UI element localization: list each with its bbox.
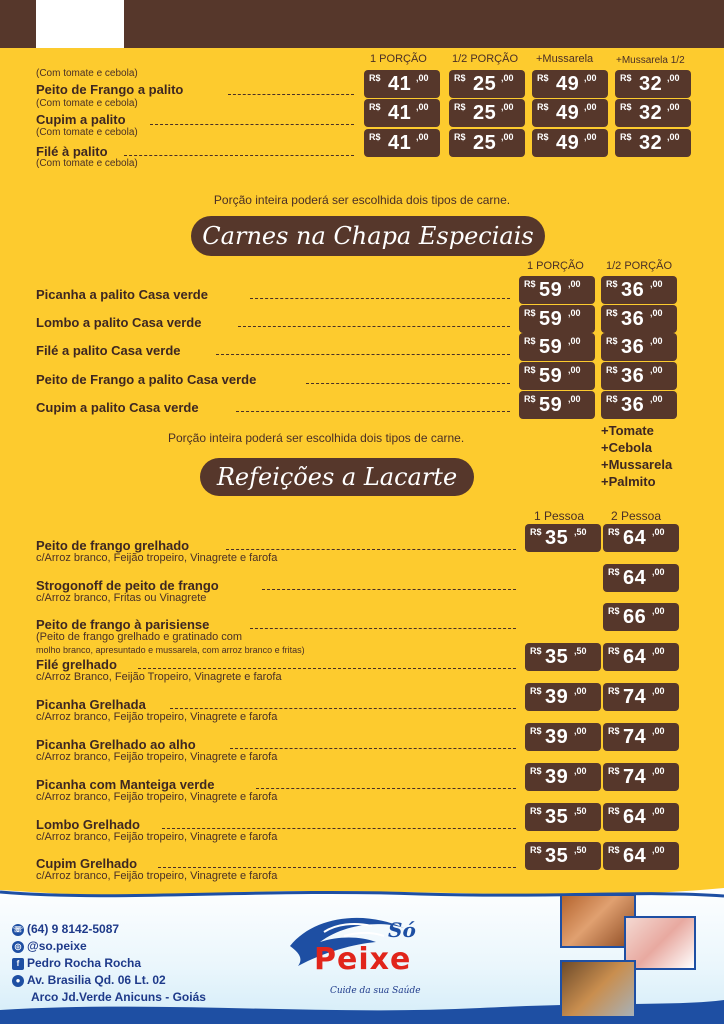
currency-label: R$ (606, 336, 618, 346)
price-badge (519, 362, 595, 390)
price-int: 35 (545, 646, 569, 668)
price-cents: ,00 (652, 845, 665, 855)
price-int: 74 (623, 766, 647, 788)
price-badge (603, 683, 679, 711)
currency-label: R$ (530, 686, 542, 696)
price-int: 59 (539, 308, 563, 330)
price-cents: ,00 (416, 102, 429, 112)
price-cents: ,00 (568, 279, 581, 289)
price-cents: ,00 (652, 686, 665, 696)
item-note: c/Arroz branco, Feijão tropeiro, Vinagrete e farofa (36, 751, 278, 763)
leader-dots (170, 708, 516, 709)
price-int: 35 (545, 806, 569, 828)
price-badge (603, 564, 679, 592)
instagram-handle: @so.peixe (27, 939, 87, 953)
item-name: Peito de Frango a palito Casa verde (36, 372, 257, 387)
col-header-1-pessoa: 1 Pessoa (534, 509, 585, 523)
leader-dots (150, 124, 354, 125)
price-badge (603, 603, 679, 631)
currency-label: R$ (620, 132, 632, 142)
currency-label: R$ (454, 132, 466, 142)
price-cents: ,00 (568, 365, 581, 375)
price-badge (532, 99, 608, 127)
price-cents: ,00 (584, 102, 597, 112)
currency-label: R$ (524, 365, 536, 375)
instagram-icon: ◎ (12, 941, 24, 953)
extras-list (601, 422, 672, 490)
item-name: Lombo a palito Casa verde (36, 315, 202, 330)
price-badge (525, 803, 601, 831)
item-note: (Com tomate e cebola) (36, 158, 138, 169)
price-cents: ,00 (650, 279, 663, 289)
price-int: 25 (473, 102, 497, 124)
item-note: (Com tomate e cebola) (36, 68, 138, 79)
price-int: 25 (473, 73, 497, 95)
currency-label: R$ (608, 726, 620, 736)
item-note: c/Arroz branco, Fritas ou Vinagrete (36, 592, 207, 604)
item-note: c/Arroz branco, Feijão tropeiro, Vinagrete e farofa (36, 831, 278, 843)
facebook-name: Pedro Rocha Rocha (27, 956, 142, 970)
currency-label: R$ (606, 308, 618, 318)
item-note: (Com tomate e cebola) (36, 127, 138, 138)
currency-label: R$ (608, 606, 620, 616)
price-cents: ,00 (501, 73, 514, 83)
price-cents: ,00 (650, 308, 663, 318)
price-cents: ,00 (574, 686, 587, 696)
leader-dots (250, 628, 516, 629)
item-name: Strogonoff de peito de frango (36, 578, 219, 593)
currency-label: R$ (608, 845, 620, 855)
leader-dots (228, 94, 354, 95)
price-cents: ,00 (667, 102, 680, 112)
leader-dots (236, 411, 510, 412)
leader-dots (216, 354, 510, 355)
location-pin-icon: ● (12, 975, 24, 987)
currency-label: R$ (454, 102, 466, 112)
price-int: 49 (556, 102, 580, 124)
section-title-pill: Refeições a Lacarte (200, 458, 474, 496)
price-int: 74 (623, 686, 647, 708)
currency-label: R$ (537, 102, 549, 112)
currency-label: R$ (454, 73, 466, 83)
price-cents: ,50 (574, 845, 587, 855)
price-cents: ,00 (574, 726, 587, 736)
item-name: Filé grelhado (36, 657, 117, 672)
price-int: 36 (621, 394, 645, 416)
leader-dots (162, 828, 516, 829)
price-badge (603, 643, 679, 671)
col-header-mussarela: +Mussarela (536, 53, 594, 65)
price-int: 64 (623, 567, 647, 589)
address-line-2: Arco Jd.Verde Anicuns - Goiás (31, 990, 206, 1004)
leader-dots (158, 867, 516, 868)
item-name: Lombo Grelhado (36, 817, 140, 832)
contact-phone (12, 922, 119, 936)
leader-dots (124, 155, 354, 156)
price-cents: ,00 (416, 73, 429, 83)
price-int: 49 (556, 73, 580, 95)
price-badge (449, 99, 525, 127)
price-cents: ,00 (652, 527, 665, 537)
item-note-continued: molho branco, apresuntado e mussarela, com arroz branco e fritas) (36, 645, 305, 655)
currency-label: R$ (530, 527, 542, 537)
currency-label: R$ (606, 365, 618, 375)
col-header-half-porcao: 1/2 PORÇÃO (452, 53, 519, 65)
price-int: 39 (545, 686, 569, 708)
contact-instagram (12, 939, 87, 953)
price-cents: ,50 (574, 806, 587, 816)
price-cents: ,00 (652, 646, 665, 656)
price-cents: ,00 (568, 394, 581, 404)
currency-label: R$ (524, 336, 536, 346)
contact-facebook (12, 956, 141, 970)
price-int: 41 (388, 73, 412, 95)
item-note: c/Arroz Branco, Feijão Tropeiro, Vinagrete e farofa (36, 671, 282, 683)
price-cents: ,00 (652, 806, 665, 816)
price-badge (532, 70, 608, 98)
currency-label: R$ (608, 567, 620, 577)
leader-dots (262, 589, 516, 590)
price-badge (525, 643, 601, 671)
price-int: 32 (639, 132, 663, 154)
item-note: c/Arroz branco, Feijão tropeiro, Vinagrete e farofa (36, 711, 278, 723)
price-int: 36 (621, 279, 645, 301)
price-cents: ,00 (568, 336, 581, 346)
price-badge (603, 803, 679, 831)
currency-label: R$ (606, 394, 618, 404)
extra-item: +Palmito (601, 474, 656, 489)
price-int: 41 (388, 132, 412, 154)
phone-number: (64) 9 8142-5087 (27, 922, 120, 936)
currency-label: R$ (524, 308, 536, 318)
currency-label: R$ (524, 394, 536, 404)
price-badge (615, 70, 691, 98)
footer (0, 882, 724, 1024)
currency-label: R$ (530, 646, 542, 656)
price-badge (519, 391, 595, 419)
price-badge (601, 362, 677, 390)
currency-label: R$ (620, 102, 632, 112)
extra-item: +Tomate (601, 423, 654, 438)
price-badge (601, 333, 677, 361)
price-int: 59 (539, 394, 563, 416)
price-cents: ,50 (574, 646, 587, 656)
currency-label: R$ (606, 279, 618, 289)
item-name: Picanha Grelhada (36, 697, 146, 712)
currency-label: R$ (620, 73, 632, 83)
price-int: 59 (539, 279, 563, 301)
currency-label: R$ (530, 766, 542, 776)
price-int: 39 (545, 726, 569, 748)
price-badge (519, 305, 595, 333)
address-line-1: Av. Brasilia Qd. 06 Lt. 02 (27, 973, 166, 987)
item-name: Cupim a palito Casa verde (36, 400, 199, 415)
currency-label: R$ (369, 102, 381, 112)
logo-slogan: Cuide da sua Saúde (330, 986, 421, 996)
col-header-1-porcao: 1 PORÇÃO (527, 260, 584, 272)
col-header-2-pessoa: 2 Pessoa (611, 509, 662, 523)
currency-label: R$ (537, 73, 549, 83)
currency-label: R$ (530, 806, 542, 816)
price-badge (532, 129, 608, 157)
price-cents: ,00 (501, 132, 514, 142)
price-int: 64 (623, 646, 647, 668)
price-badge (364, 129, 440, 157)
leader-dots (306, 383, 510, 384)
contact-address (12, 973, 166, 987)
currency-label: R$ (608, 527, 620, 537)
price-badge (525, 763, 601, 791)
price-int: 66 (623, 606, 647, 628)
price-cents: ,00 (650, 394, 663, 404)
currency-label: R$ (608, 646, 620, 656)
price-badge (525, 842, 601, 870)
price-cents: ,00 (650, 365, 663, 375)
price-badge (603, 723, 679, 751)
col-header-half-porcao: 1/2 PORÇÃO (606, 260, 673, 272)
price-badge (603, 524, 679, 552)
section-title-pill: Carnes na Chapa Especiais (191, 216, 545, 256)
leader-dots (250, 298, 510, 299)
price-badge (525, 683, 601, 711)
price-int: 39 (545, 766, 569, 788)
price-cents: ,00 (652, 726, 665, 736)
price-badge (519, 276, 595, 304)
facebook-icon: f (12, 958, 24, 970)
whatsapp-icon: ☏ (12, 924, 23, 934)
price-cents: ,00 (650, 336, 663, 346)
currency-label: R$ (369, 73, 381, 83)
leader-dots (238, 326, 510, 327)
price-cents: ,00 (584, 73, 597, 83)
price-cents: ,00 (667, 132, 680, 142)
price-badge (603, 763, 679, 791)
price-int: 64 (623, 845, 647, 867)
section-note: Porção inteira poderá ser escolhida dois tipos de carne. (213, 193, 511, 207)
item-name: Peito de frango à parisiense (36, 617, 210, 632)
leader-dots (138, 668, 516, 669)
price-int: 36 (621, 365, 645, 387)
price-int: 64 (623, 527, 647, 549)
top-white-box (36, 0, 124, 48)
price-badge (364, 70, 440, 98)
extra-item: +Cebola (601, 440, 652, 455)
currency-label: R$ (369, 132, 381, 142)
item-note: c/Arroz branco, Feijão tropeiro, Vinagrete e farofa (36, 791, 278, 803)
item-name: Picanha com Manteiga verde (36, 777, 215, 792)
price-badge (615, 99, 691, 127)
item-name: Filé a palito Casa verde (36, 343, 181, 358)
item-name: Picanha a palito Casa verde (36, 287, 208, 302)
currency-label: R$ (530, 845, 542, 855)
leader-dots (230, 748, 516, 749)
price-int: 36 (621, 308, 645, 330)
logo-text-so: Só (388, 918, 416, 942)
food-photo-grilled-fish (560, 960, 636, 1018)
item-note: c/Arroz branco, Feijão tropeiro, Vinagrete e farofa (36, 870, 278, 882)
item-name: Filé à palito (36, 144, 108, 159)
price-badge (525, 723, 601, 751)
logo (284, 906, 444, 1004)
leader-dots (256, 788, 516, 789)
price-int: 41 (388, 102, 412, 124)
price-badge (601, 391, 677, 419)
currency-label: R$ (608, 766, 620, 776)
price-int: 49 (556, 132, 580, 154)
price-cents: ,00 (652, 766, 665, 776)
leader-dots (226, 549, 516, 550)
item-name: Cupim Grelhado (36, 856, 138, 871)
price-badge (525, 524, 601, 552)
price-int: 32 (639, 102, 663, 124)
price-badge (601, 276, 677, 304)
extra-item: +Mussarela (601, 457, 673, 472)
price-badge (519, 333, 595, 361)
price-cents: ,00 (568, 308, 581, 318)
price-int: 64 (623, 806, 647, 828)
item-note: (Com tomate e cebola) (36, 98, 138, 109)
item-name: Cupim a palito (36, 112, 126, 127)
col-header-1-porcao: 1 PORÇÃO (370, 53, 427, 65)
price-int: 35 (545, 845, 569, 867)
item-note: (Peito de frango grelhado e gratinado com (36, 631, 243, 643)
price-cents: ,00 (584, 132, 597, 142)
price-cents: ,00 (652, 567, 665, 577)
price-int: 25 (473, 132, 497, 154)
price-cents: ,50 (574, 527, 587, 537)
price-int: 35 (545, 527, 569, 549)
currency-label: R$ (524, 279, 536, 289)
currency-label: R$ (608, 686, 620, 696)
price-cents: ,00 (574, 766, 587, 776)
col-header-mussarela-half: +Mussarela 1/2 (616, 55, 685, 66)
currency-label: R$ (537, 132, 549, 142)
currency-label: R$ (608, 806, 620, 816)
logo-text-peixe: Peixe (314, 942, 412, 977)
section-note: Porção inteira poderá ser escolhida dois tipos de carne. (168, 431, 465, 445)
price-int: 74 (623, 726, 647, 748)
item-note: c/Arroz branco, Feijão tropeiro, Vinagrete e farofa (36, 552, 278, 564)
price-cents: ,00 (667, 73, 680, 83)
price-cents: ,00 (416, 132, 429, 142)
price-cents: ,00 (652, 606, 665, 616)
price-cents: ,00 (501, 102, 514, 112)
price-int: 32 (639, 73, 663, 95)
currency-label: R$ (530, 726, 542, 736)
price-badge (449, 70, 525, 98)
price-badge (364, 99, 440, 127)
price-int: 59 (539, 365, 563, 387)
price-badge (615, 129, 691, 157)
item-name: Peito de frango grelhado (36, 538, 190, 553)
item-name: Picanha Grelhado ao alho (36, 737, 196, 752)
price-badge (601, 305, 677, 333)
price-badge (449, 129, 525, 157)
item-name: Peito de Frango a palito (36, 82, 184, 97)
price-int: 59 (539, 336, 563, 358)
price-int: 36 (621, 336, 645, 358)
price-badge (603, 842, 679, 870)
